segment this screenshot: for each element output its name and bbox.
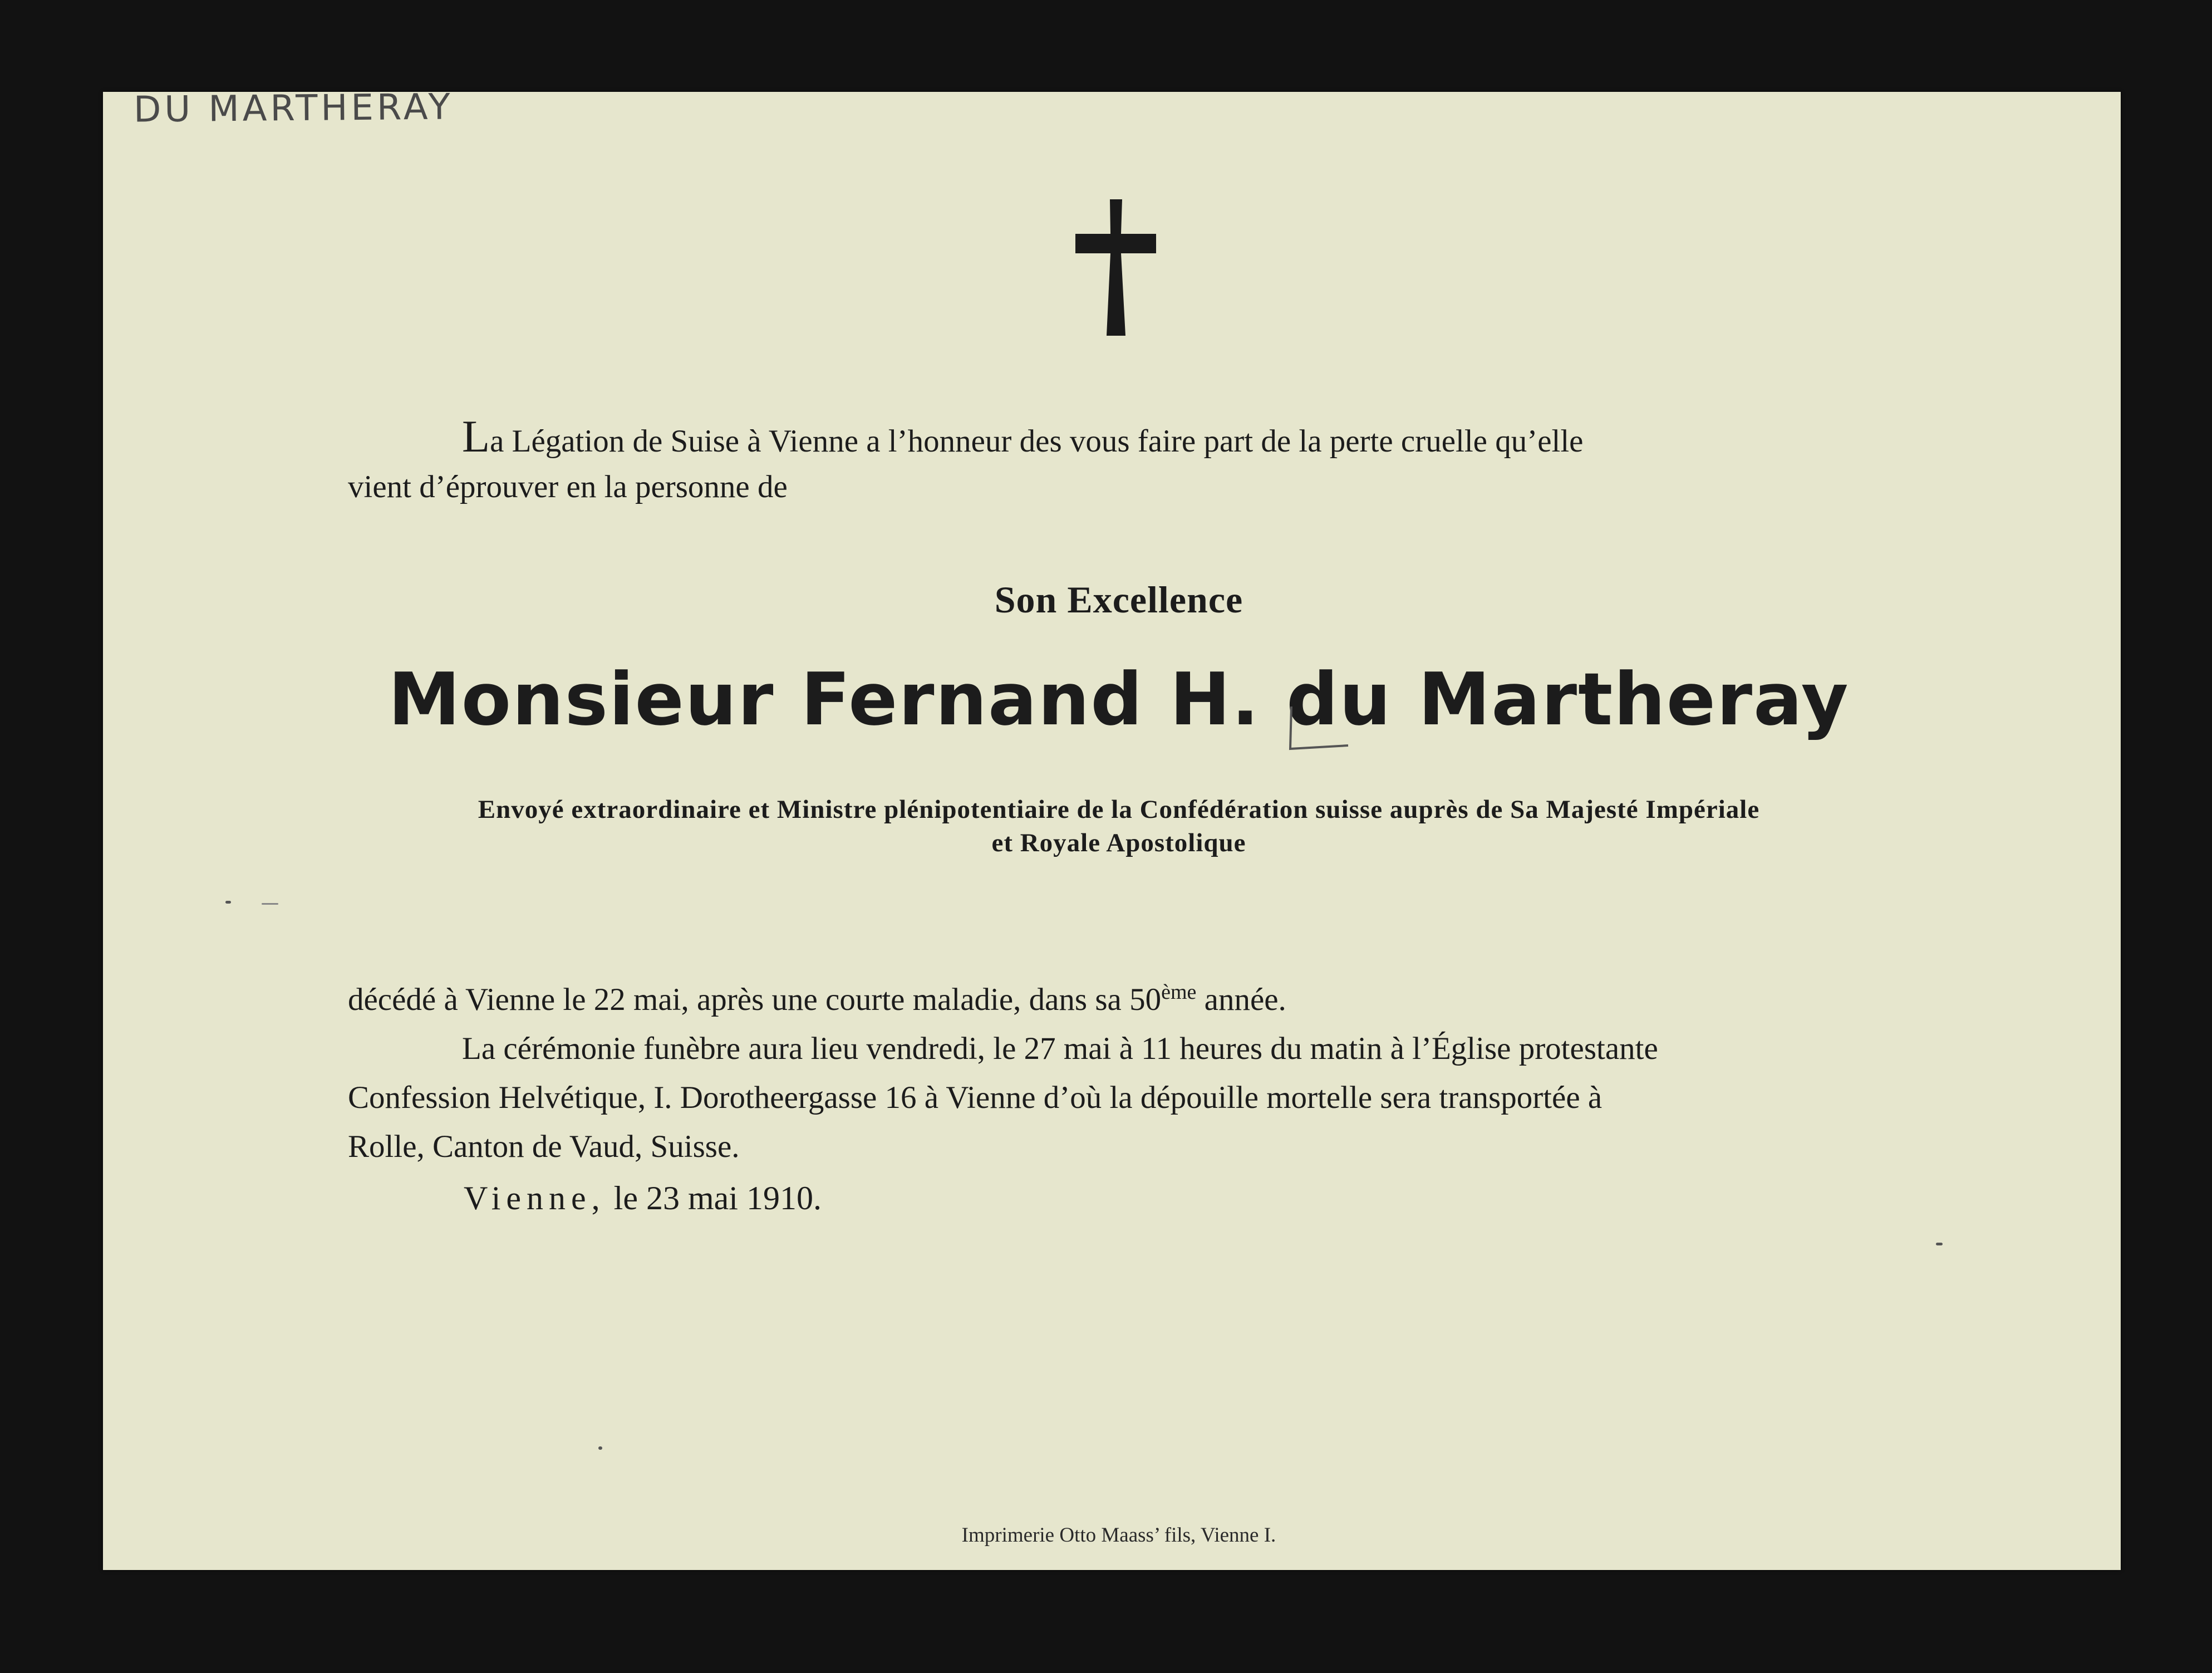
paper-speck (225, 901, 231, 904)
paper-speck (262, 903, 278, 905)
printer-imprint: Imprimerie Otto Maass’ fils, Vienne I. (961, 1524, 1276, 1547)
ceremony-line-3: Rolle, Canton de Vaud, Suisse. (348, 1129, 740, 1164)
title-line-1: Envoyé extraordinaire et Ministre plénipotentiaire de la Confédération suisse auprès de Sa Majesté Impériale (478, 795, 1760, 824)
paper-speck (598, 1446, 602, 1450)
ceremony-line-2: Confession Helvétique, I. Dorotheergasse 16 à Vienne d’où la dépouille mortelle sera transportée à (348, 1080, 1603, 1115)
ceremony-line-1: La cérémonie funèbre aura lieu vendredi, le 27 mai à 11 heures du matin à l’Église protestante (462, 1031, 1658, 1066)
death-line-end: année. (1196, 982, 1286, 1017)
pencil-bracket-mark (1287, 704, 1351, 752)
drop-initial: L (462, 411, 490, 462)
intro-line-2: vient d’éprouver en la personne de (348, 469, 788, 504)
intro-line-1: a Légation de Suise à Vienne a l’honneur des vous faire part de la perte cruelle qu’elle (490, 424, 1584, 459)
place: Vienne, (464, 1180, 606, 1216)
deceased-name: Monsieur Fernand H. du Martheray (388, 657, 1850, 742)
ordinal-suffix: ème (1161, 980, 1197, 1004)
death-line-text: décédé à Vienne le 22 mai, après une courte maladie, dans sa 50 (348, 982, 1162, 1017)
deceased-title (0, 793, 2212, 860)
handwritten-surname-note: DU MARTHERAY (133, 86, 454, 131)
paper-speck (1936, 1243, 1943, 1245)
intro-paragraph (348, 411, 1893, 510)
latin-cross-icon (1075, 199, 1156, 336)
death-and-ceremony-paragraph (348, 968, 1893, 1171)
place-and-date (464, 1179, 822, 1218)
death-line (348, 968, 1893, 1024)
honorific: Son Excellence (994, 578, 1243, 621)
date: le 23 mai 1910. (613, 1180, 822, 1216)
title-line-2: et Royale Apostolique (991, 828, 1246, 857)
